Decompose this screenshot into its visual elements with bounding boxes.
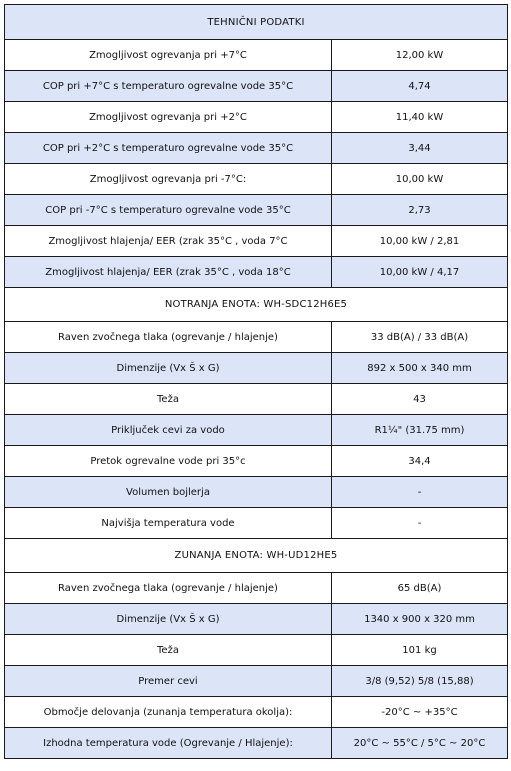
section-header-row xyxy=(5,5,508,40)
section-header-row xyxy=(5,539,508,573)
table-row xyxy=(5,477,508,508)
spec-value: 33 dB(A) / 33 dB(A) xyxy=(332,322,508,353)
table-row xyxy=(5,573,508,604)
spec-value: 10,00 kW xyxy=(332,164,508,195)
spec-value: 2,73 xyxy=(332,195,508,226)
spec-label: Zmogljivost ogrevanja pri +2°C xyxy=(5,102,332,133)
spec-label: Raven zvočnega tlaka (ogrevanje / hlajenje) xyxy=(5,322,332,353)
table-row xyxy=(5,40,508,71)
spec-value: - xyxy=(332,508,508,539)
spec-value: - xyxy=(332,477,508,508)
table-row xyxy=(5,102,508,133)
spec-label: Volumen bojlerja xyxy=(5,477,332,508)
section-title: ZUNANJA ENOTA: WH-UD12HE5 xyxy=(5,539,508,573)
table-row xyxy=(5,195,508,226)
spec-value: 10,00 kW / 2,81 xyxy=(332,226,508,257)
spec-value: 101 kg xyxy=(332,635,508,666)
spec-label: Teža xyxy=(5,384,332,415)
spec-label: Zmogljivost ogrevanja pri +7°C xyxy=(5,40,332,71)
spec-label: Pretok ogrevalne vode pri 35°c xyxy=(5,446,332,477)
spec-label: Zmogljivost ogrevanja pri -7°C: xyxy=(5,164,332,195)
table-row xyxy=(5,133,508,164)
spec-label: Teža xyxy=(5,635,332,666)
table-row xyxy=(5,384,508,415)
table-row xyxy=(5,728,508,759)
spec-label: COP pri +2°C s temperaturo ogrevalne vode 35°C xyxy=(5,133,332,164)
spec-label: Zmogljivost hlajenja/ EER (zrak 35°C , voda 18°C xyxy=(5,257,332,288)
spec-value: 11,40 kW xyxy=(332,102,508,133)
spec-value: -20°C ~ +35°C xyxy=(332,697,508,728)
spec-value: 34,4 xyxy=(332,446,508,477)
spec-value: 4,74 xyxy=(332,71,508,102)
table-row xyxy=(5,353,508,384)
spec-value: 3/8 (9,52) 5/8 (15,88) xyxy=(332,666,508,697)
spec-value: 3,44 xyxy=(332,133,508,164)
table-row xyxy=(5,322,508,353)
spec-label: Dimenzije (Vx Š x G) xyxy=(5,353,332,384)
spec-value: 43 xyxy=(332,384,508,415)
table-row xyxy=(5,446,508,477)
spec-table xyxy=(4,4,508,759)
spec-label: Območje delovanja (zunanja temperatura okolja): xyxy=(5,697,332,728)
table-row xyxy=(5,666,508,697)
spec-value: 1340 x 900 x 320 mm xyxy=(332,604,508,635)
spec-label: Dimenzije (Vx Š x G) xyxy=(5,604,332,635)
table-row xyxy=(5,508,508,539)
table-row xyxy=(5,697,508,728)
table-row xyxy=(5,257,508,288)
spec-value: 10,00 kW / 4,17 xyxy=(332,257,508,288)
spec-label: Raven zvočnega tlaka (ogrevanje / hlajenje) xyxy=(5,573,332,604)
table-row xyxy=(5,415,508,446)
table-row xyxy=(5,635,508,666)
spec-table-body xyxy=(5,5,508,759)
spec-label: Najvišja temperatura vode xyxy=(5,508,332,539)
spec-value: R1¼" (31.75 mm) xyxy=(332,415,508,446)
table-row xyxy=(5,71,508,102)
table-row xyxy=(5,164,508,195)
section-title: NOTRANJA ENOTA: WH-SDC12H6E5 xyxy=(5,288,508,322)
spec-value: 12,00 kW xyxy=(332,40,508,71)
spec-label: Premer cevi xyxy=(5,666,332,697)
section-title: TEHNIČNI PODATKI xyxy=(5,5,508,40)
spec-label: Priključek cevi za vodo xyxy=(5,415,332,446)
spec-value: 892 x 500 x 340 mm xyxy=(332,353,508,384)
section-header-row xyxy=(5,288,508,322)
spec-label: Izhodna temperatura vode (Ogrevanje / Hlajenje): xyxy=(5,728,332,759)
table-row xyxy=(5,226,508,257)
spec-value: 65 dB(A) xyxy=(332,573,508,604)
spec-value: 20°C ~ 55°C / 5°C ~ 20°C xyxy=(332,728,508,759)
spec-label: Zmogljivost hlajenja/ EER (zrak 35°C , voda 7°C xyxy=(5,226,332,257)
spec-label: COP pri +7°C s temperaturo ogrevalne vode 35°C xyxy=(5,71,332,102)
spec-label: COP pri -7°C s temperaturo ogrevalne vode 35°C xyxy=(5,195,332,226)
table-row xyxy=(5,604,508,635)
